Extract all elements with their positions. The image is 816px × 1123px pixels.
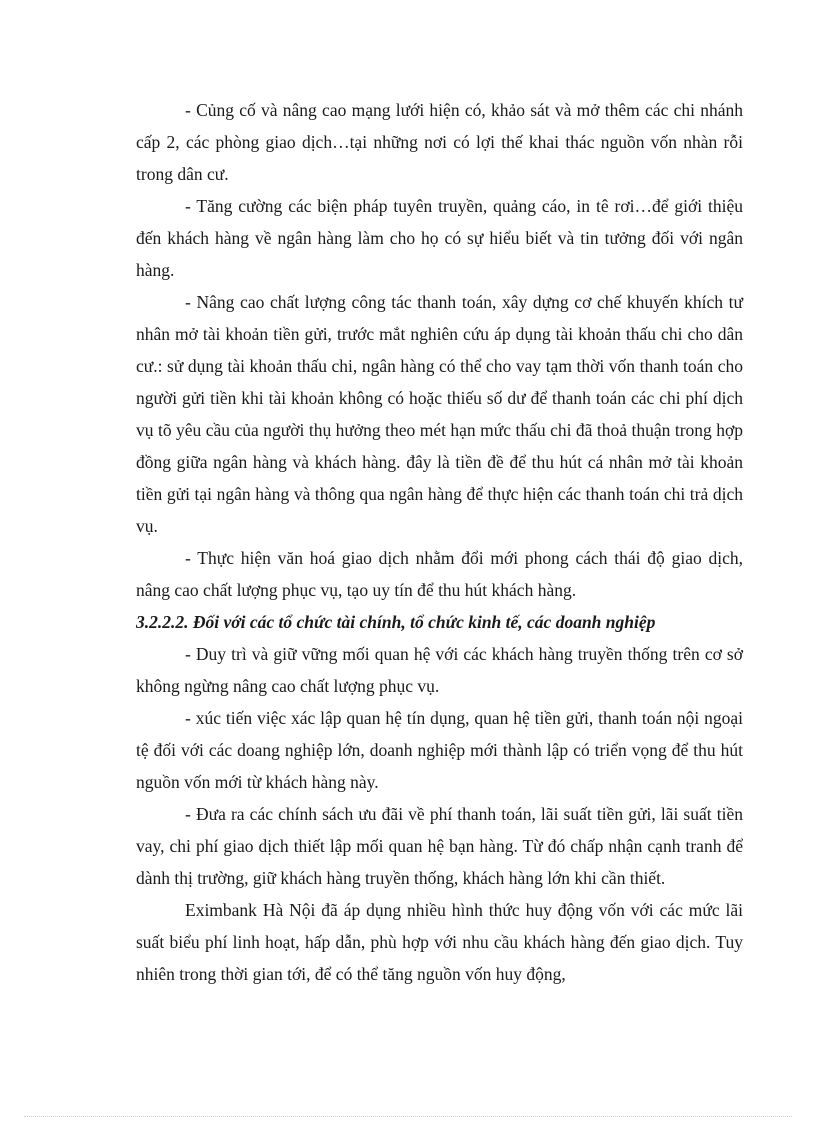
- section-heading: 3.2.2.2. Đối với các tổ chức tài chính, tổ chức kinh tế, các doanh nghiệp: [136, 612, 656, 632]
- paragraph-advertising: - Tăng cường các biện pháp tuyên truyền, quảng cáo, in tê rơi…để giới thiệu đến khách hàng về ngân hàng làm cho họ có sự hiểu biết và tin tưởng đối với ngân hàng.: [136, 196, 743, 280]
- paragraph-eximbank-summary: Eximbank Hà Nội đã áp dụng nhiều hình thức huy động vốn với các mức lãi suất biểu phí linh hoạt, hấp dẫn, phù hợp với nhu cầu khách hàng đến giao dịch. Tuy nhiên trong thời gian tới, để có thể tăng nguồn vốn huy động,: [136, 900, 743, 984]
- footer-divider: [24, 1116, 792, 1117]
- paragraph-credit-relations: - xúc tiến việc xác lập quan hệ tín dụng, quan hệ tiền gửi, thanh toán nội ngoại tệ đối với các doang nghiệp lớn, doanh nghiệp mới thành lập có triển vọng để thu hút nguồn vốn mới từ khách hàng này.: [136, 708, 743, 792]
- paragraph-payment-quality: - Nâng cao chất lượng công tác thanh toán, xây dựng cơ chế khuyến khích tư nhân mở tài khoản tiền gửi, trước mắt nghiên cứu áp dụng tài khoản thấu chi cho dân cư.: sử dụng tài khoản thấu chi, ngân hàng có thể cho vay tạm thời vốn thanh toán cho người gửi tiền khi tài khoản không có hoặc thiếu số dư để thanh toán các chi phí dịch vụ tõ yêu cầu của người thụ hưởng theo mét hạn mức thấu chi đã thoả thuận trong hợp đồng giữa ngân hàng và khách hàng. đây là tiền đề để thu hút cá nhân mở tài khoản tiền gửi tại ngân hàng và thông qua ngân hàng để thực hiện các thanh toán chi trả dịch vụ.: [136, 292, 743, 536]
- paragraph-transaction-culture: - Thực hiện văn hoá giao dịch nhằm đổi mới phong cách thái độ giao dịch, nâng cao chất lượng phục vụ, tạo uy tín để thu hút khách hàng.: [136, 548, 743, 600]
- document-body: [136, 94, 743, 990]
- paragraph-incentive-policies: - Đưa ra các chính sách ưu đãi về phí thanh toán, lãi suất tiền gửi, lãi suất tiền vay, chi phí giao dịch thiết lập mối quan hệ bạn hàng. Từ đó chấp nhận cạnh tranh để dành thị trường, giữ khách hàng truyền thống, khách hàng lớn khi cần thiết.: [136, 804, 743, 888]
- paragraph-network-expansion: - Củng cố và nâng cao mạng lưới hiện có, khảo sát và mở thêm các chi nhánh cấp 2, các phòng giao dịch…tại những nơi có lợi thế khai thác nguồn vốn nhàn rỗi trong dân cư.: [136, 100, 743, 184]
- paragraph-maintain-relations: - Duy trì và giữ vững mối quan hệ với các khách hàng truyền thống trên cơ sở không ngừng nâng cao chất lượng phục vụ.: [136, 644, 743, 696]
